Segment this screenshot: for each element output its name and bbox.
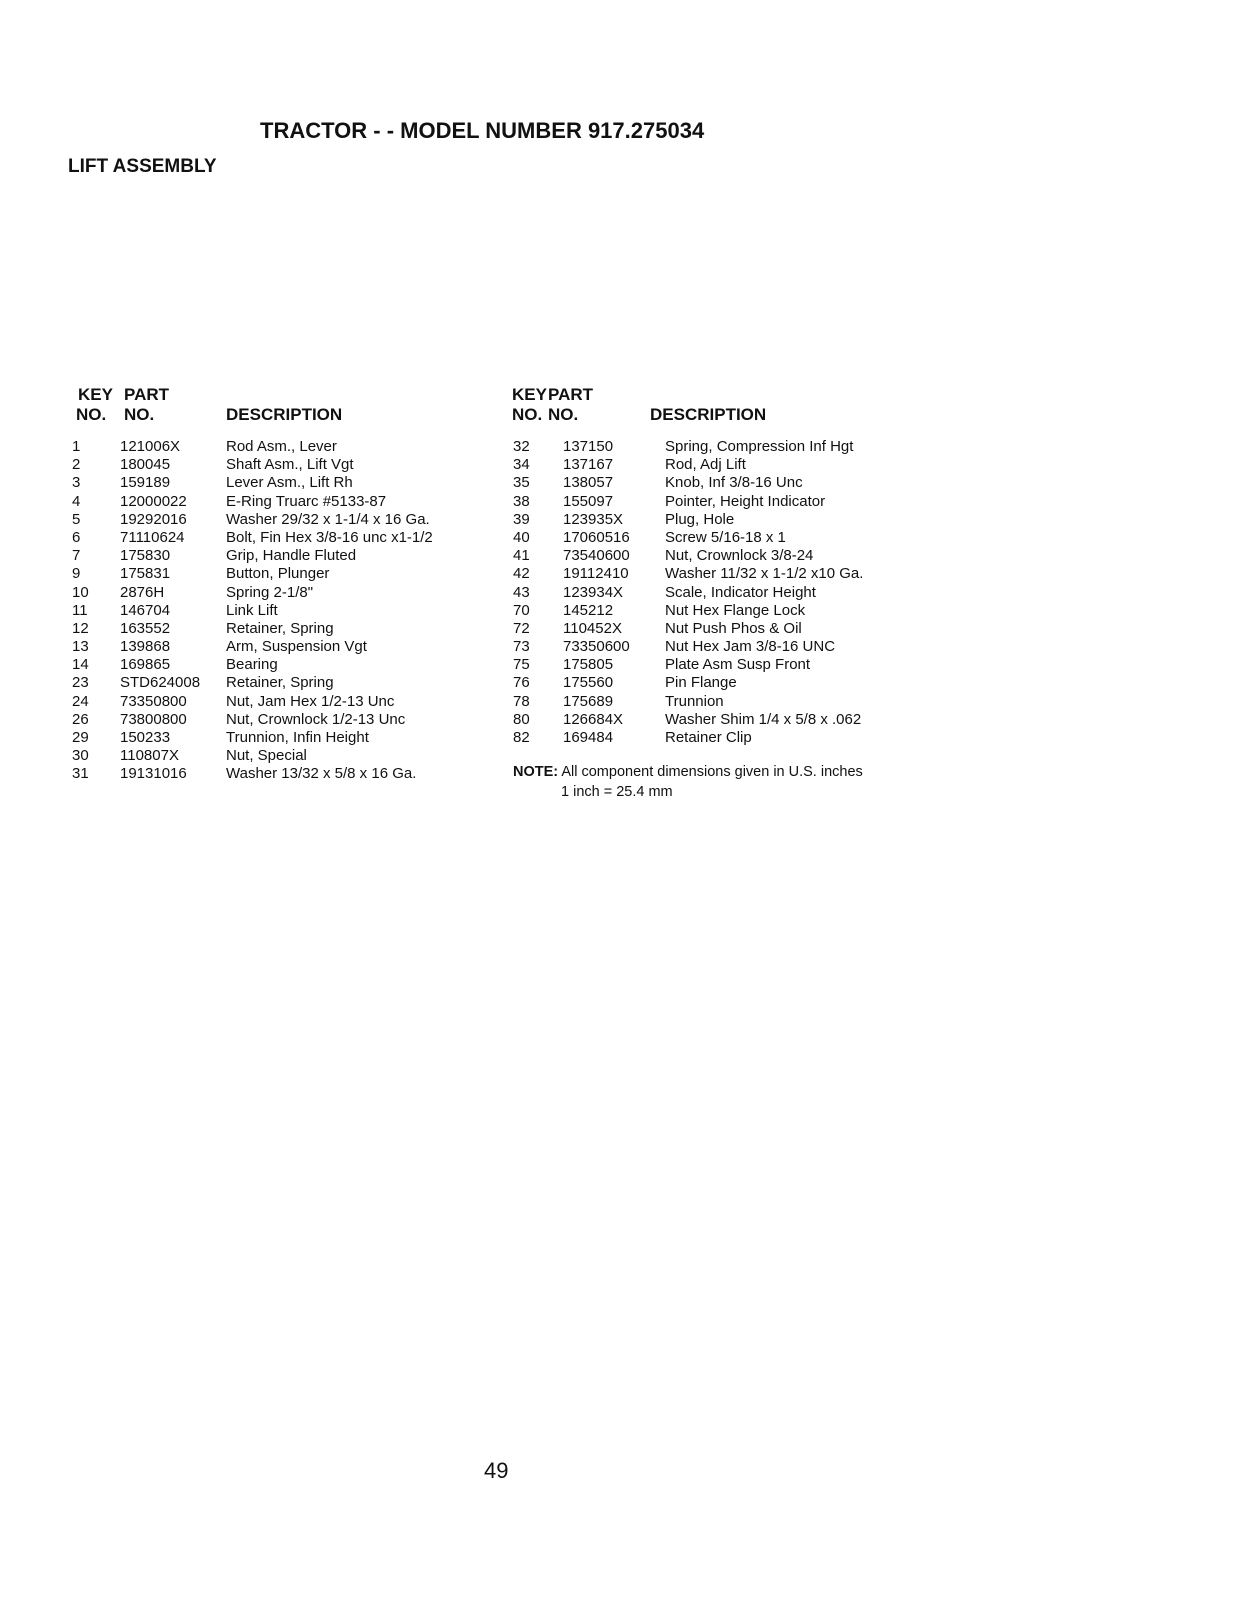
key-no: 23 bbox=[72, 674, 89, 692]
table-body bbox=[513, 438, 933, 747]
header-key-top: KEY bbox=[78, 385, 113, 404]
parts-table-right bbox=[512, 385, 933, 747]
part-no: 169865 bbox=[120, 656, 171, 674]
key-no: 12 bbox=[72, 619, 89, 637]
note-text: All component dimensions given in U.S. inches bbox=[561, 764, 863, 780]
key-no: 30 bbox=[72, 747, 89, 765]
part-no: 123934X bbox=[563, 583, 624, 601]
description: Spring, Compression Inf Hgt bbox=[665, 438, 854, 455]
part-no: 126684X bbox=[563, 710, 624, 728]
table-row bbox=[72, 747, 502, 765]
header-part-bottom: NO. bbox=[124, 405, 155, 424]
part-no: 2876H bbox=[120, 583, 165, 601]
table-row bbox=[513, 674, 933, 692]
note-label: NOTE: bbox=[513, 764, 559, 780]
header-key-bottom: NO. bbox=[512, 405, 543, 424]
part-no: 175805 bbox=[563, 656, 614, 674]
header-description: DESCRIPTION bbox=[650, 405, 767, 424]
description: Nut Hex Jam 3/8-16 UNC bbox=[665, 638, 836, 656]
part-no: 12000022 bbox=[120, 492, 187, 510]
part-no: 146704 bbox=[120, 601, 171, 619]
key-no: 35 bbox=[513, 474, 530, 492]
key-no: 14 bbox=[72, 656, 89, 674]
table-row bbox=[513, 638, 933, 656]
table-row bbox=[72, 511, 502, 529]
part-no: 110807X bbox=[120, 747, 179, 765]
key-no: 4 bbox=[72, 492, 81, 510]
part-no: 159189 bbox=[120, 474, 171, 492]
description: Washer 11/32 x 1-1/2 x10 Ga. bbox=[665, 565, 864, 583]
table-row bbox=[513, 474, 933, 492]
description: Bolt, Fin Hex 3/8-16 unc x1-1/2 bbox=[226, 528, 433, 546]
description: Retainer Clip bbox=[665, 729, 752, 746]
description: Knob, Inf 3/8-16 Unc bbox=[665, 474, 803, 492]
description: Nut Hex Flange Lock bbox=[665, 601, 806, 619]
table-body bbox=[72, 438, 502, 784]
section-heading: LIFT ASSEMBLY bbox=[68, 156, 217, 177]
part-no: 137150 bbox=[563, 438, 614, 455]
table-row bbox=[513, 729, 933, 747]
part-no: 150233 bbox=[120, 729, 171, 746]
table-row bbox=[513, 547, 933, 565]
part-no: 73350800 bbox=[120, 692, 187, 710]
key-no: 72 bbox=[513, 619, 530, 637]
description: Pointer, Height Indicator bbox=[665, 492, 826, 510]
part-no: 180045 bbox=[120, 456, 171, 474]
key-no: 10 bbox=[72, 583, 89, 601]
key-no: 38 bbox=[513, 492, 530, 510]
key-no: 41 bbox=[513, 547, 530, 565]
note bbox=[513, 762, 863, 802]
table-row bbox=[513, 493, 933, 511]
description: Pin Flange bbox=[665, 674, 737, 692]
table-row bbox=[72, 584, 502, 602]
part-no: 121006X bbox=[120, 438, 181, 455]
key-no: 6 bbox=[72, 528, 81, 546]
table-row bbox=[72, 674, 502, 692]
key-no: 34 bbox=[513, 456, 530, 474]
table-row bbox=[513, 693, 933, 711]
key-no: 76 bbox=[513, 674, 530, 692]
table-row bbox=[72, 493, 502, 511]
key-no: 42 bbox=[513, 565, 530, 583]
key-no: 39 bbox=[513, 510, 530, 528]
key-no: 5 bbox=[72, 510, 81, 528]
description: Scale, Indicator Height bbox=[665, 583, 816, 601]
table-row bbox=[513, 602, 933, 620]
description: Screw 5/16-18 x 1 bbox=[665, 528, 786, 546]
part-no: 19112410 bbox=[563, 565, 629, 583]
description: Bearing bbox=[226, 656, 278, 674]
table-row bbox=[513, 584, 933, 602]
table-row bbox=[72, 638, 502, 656]
description: Lever Asm., Lift Rh bbox=[226, 474, 353, 492]
key-no: 9 bbox=[72, 565, 81, 583]
key-no: 11 bbox=[72, 601, 88, 619]
description: Spring 2-1/8" bbox=[226, 583, 314, 601]
key-no: 1 bbox=[72, 438, 81, 455]
key-no: 26 bbox=[72, 710, 89, 728]
header-key-bottom: NO. bbox=[76, 405, 107, 424]
table-row bbox=[72, 565, 502, 583]
page-number: 49 bbox=[484, 1458, 509, 1483]
table-row bbox=[72, 729, 502, 747]
description: Plate Asm Susp Front bbox=[665, 656, 811, 674]
parts-table-left bbox=[72, 385, 502, 784]
description: Washer Shim 1/4 x 5/8 x .062 bbox=[665, 710, 862, 728]
part-no: 175831 bbox=[120, 565, 171, 583]
description: Shaft Asm., Lift Vgt bbox=[226, 456, 354, 474]
key-no: 73 bbox=[513, 638, 530, 656]
table-row bbox=[72, 456, 502, 474]
key-no: 7 bbox=[72, 547, 81, 565]
part-no: 175560 bbox=[563, 674, 614, 692]
part-no: 73540600 bbox=[563, 547, 630, 565]
key-no: 75 bbox=[513, 656, 530, 674]
page-title: TRACTOR - - MODEL NUMBER 917.275034 bbox=[260, 118, 705, 143]
part-no: 73800800 bbox=[120, 710, 187, 728]
part-no: 175830 bbox=[120, 547, 171, 565]
header-part-top: PART bbox=[124, 385, 170, 404]
header-key-top: KEY bbox=[512, 385, 547, 404]
part-no: 145212 bbox=[563, 601, 614, 619]
part-no: 71110624 bbox=[120, 528, 185, 546]
note-conversion: 1 inch = 25.4 mm bbox=[561, 784, 673, 800]
table-row bbox=[513, 456, 933, 474]
table-row bbox=[513, 529, 933, 547]
description: Rod, Adj Lift bbox=[665, 456, 746, 474]
table-row bbox=[72, 765, 502, 783]
header-description: DESCRIPTION bbox=[226, 405, 343, 424]
table-row bbox=[72, 602, 502, 620]
description: Washer 13/32 x 5/8 x 16 Ga. bbox=[226, 765, 417, 783]
part-no: 169484 bbox=[563, 729, 614, 746]
key-no: 78 bbox=[513, 692, 530, 710]
part-no: 17060516 bbox=[563, 528, 630, 546]
key-no: 82 bbox=[513, 729, 530, 746]
description: Plug, Hole bbox=[665, 510, 735, 528]
key-no: 2 bbox=[72, 456, 81, 474]
table-row bbox=[72, 711, 502, 729]
table-row bbox=[72, 438, 502, 456]
description: Button, Plunger bbox=[226, 565, 330, 583]
description: E-Ring Truarc #5133-87 bbox=[226, 492, 387, 510]
description: Trunnion bbox=[665, 692, 724, 710]
key-no: 80 bbox=[513, 710, 530, 728]
description: Nut Push Phos & Oil bbox=[665, 619, 802, 637]
table-row bbox=[72, 620, 502, 638]
part-no: 175689 bbox=[563, 692, 614, 710]
key-no: 29 bbox=[72, 729, 89, 746]
table-header bbox=[512, 385, 933, 438]
table-row bbox=[513, 565, 933, 583]
part-no: 110452X bbox=[563, 619, 622, 637]
description: Retainer, Spring bbox=[226, 619, 334, 637]
part-no: 137167 bbox=[563, 456, 614, 474]
part-no: 163552 bbox=[120, 619, 171, 637]
part-no: 139868 bbox=[120, 638, 171, 656]
key-no: 3 bbox=[72, 474, 81, 492]
header-part-bottom: NO. bbox=[548, 405, 579, 424]
table-row bbox=[72, 656, 502, 674]
key-no: 13 bbox=[72, 638, 89, 656]
part-no: STD624008 bbox=[120, 674, 201, 692]
key-no: 40 bbox=[513, 528, 530, 546]
description: Nut, Special bbox=[226, 747, 307, 765]
key-no: 31 bbox=[72, 765, 89, 783]
key-no: 70 bbox=[513, 601, 530, 619]
table-row bbox=[513, 656, 933, 674]
part-no: 19292016 bbox=[120, 510, 187, 528]
description: Washer 29/32 x 1-1/4 x 16 Ga. bbox=[226, 510, 430, 528]
description: Rod Asm., Lever bbox=[226, 438, 337, 455]
table-row bbox=[72, 474, 502, 492]
description: Nut, Crownlock 1/2-13 Unc bbox=[226, 710, 406, 728]
key-no: 32 bbox=[513, 438, 530, 455]
key-no: 24 bbox=[72, 692, 89, 710]
table-row bbox=[513, 438, 933, 456]
part-no: 155097 bbox=[563, 492, 614, 510]
table-row bbox=[72, 547, 502, 565]
table-row bbox=[513, 620, 933, 638]
part-no: 73350600 bbox=[563, 638, 630, 656]
table-row bbox=[72, 529, 502, 547]
description: Retainer, Spring bbox=[226, 674, 334, 692]
table-row bbox=[513, 511, 933, 529]
part-no: 19131016 bbox=[120, 765, 187, 783]
description: Arm, Suspension Vgt bbox=[226, 638, 367, 656]
description: Nut, Jam Hex 1/2-13 Unc bbox=[226, 692, 395, 710]
table-row bbox=[72, 693, 502, 711]
description: Grip, Handle Fluted bbox=[226, 547, 357, 565]
part-no: 138057 bbox=[563, 474, 614, 492]
table-header bbox=[72, 385, 502, 438]
header-part-top: PART bbox=[548, 385, 594, 404]
key-no: 43 bbox=[513, 583, 530, 601]
part-no: 123935X bbox=[563, 510, 624, 528]
table-row bbox=[513, 711, 933, 729]
description: Nut, Crownlock 3/8-24 bbox=[665, 547, 814, 565]
description: Link Lift bbox=[226, 601, 278, 619]
description: Trunnion, Infin Height bbox=[226, 729, 369, 746]
